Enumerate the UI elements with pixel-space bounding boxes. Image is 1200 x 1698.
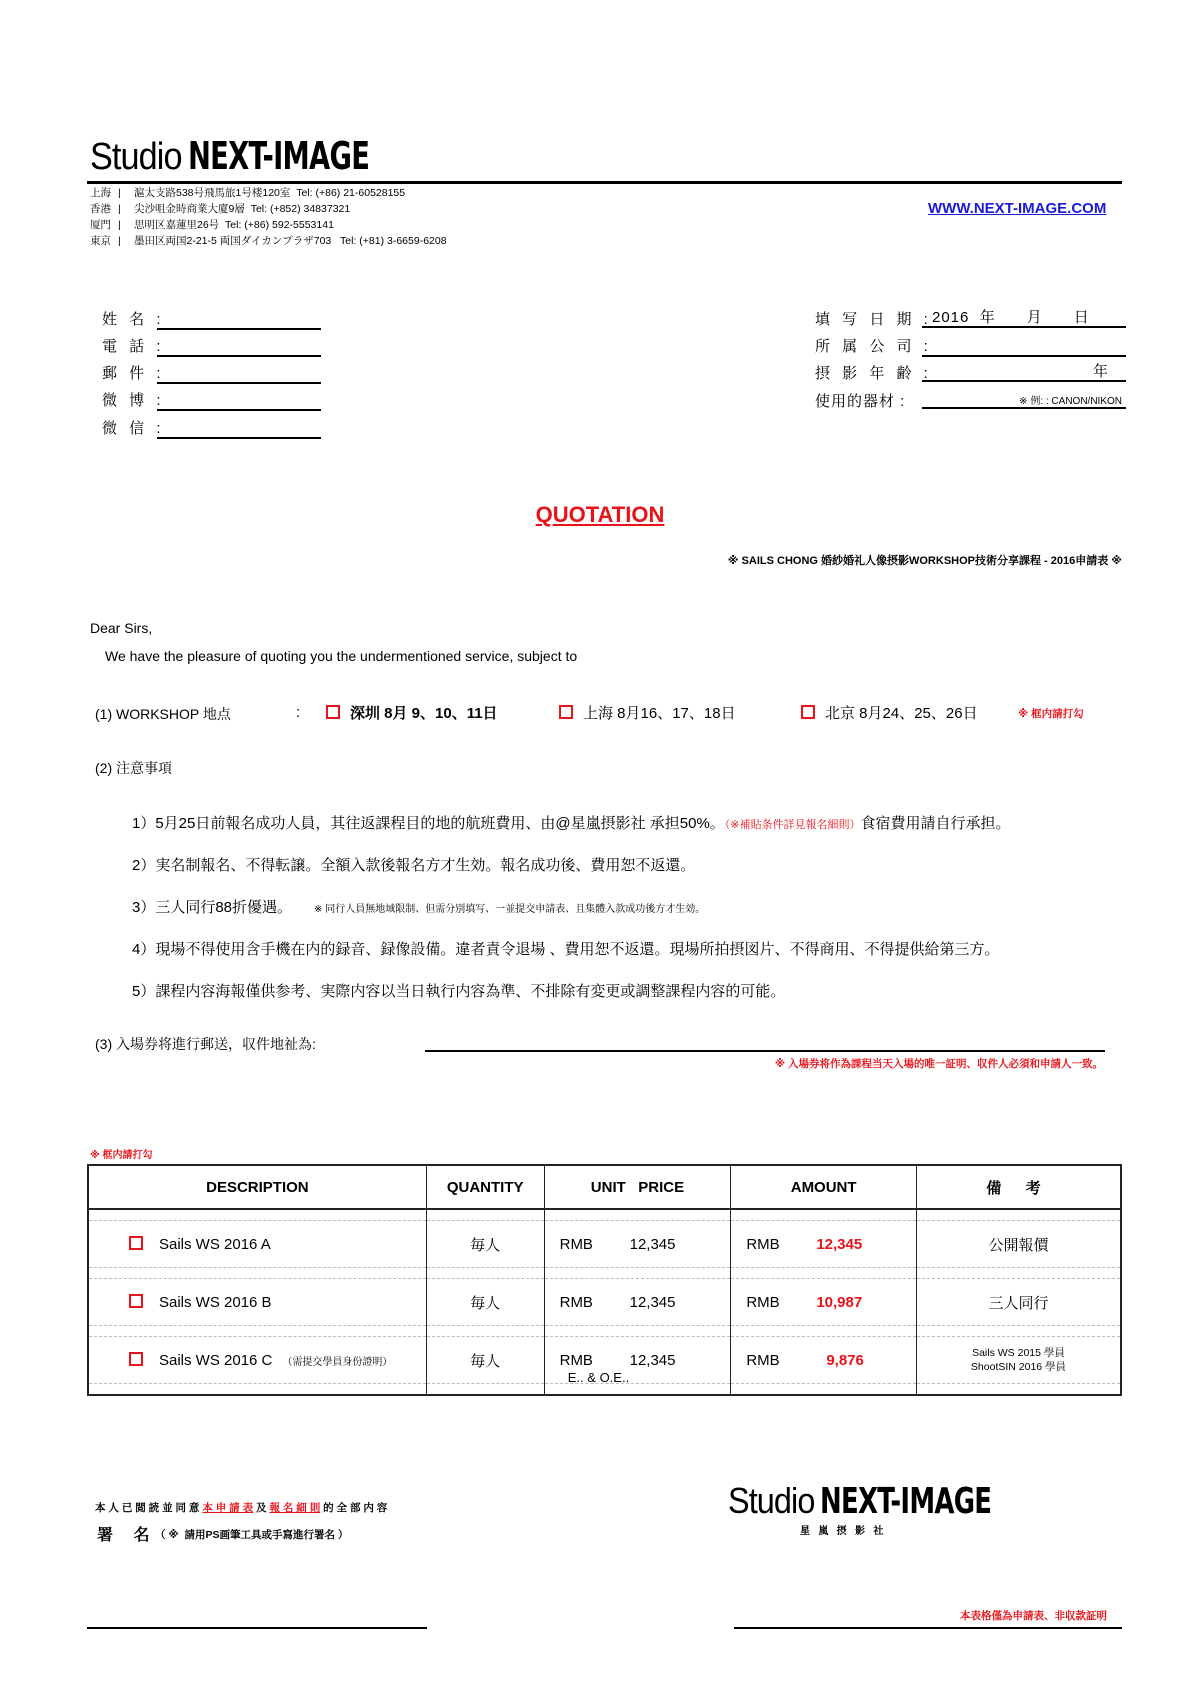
office-address: 思明区嘉蓮里26号: [134, 219, 220, 231]
office-row: [90, 217, 447, 233]
location-option-label: 深圳 8月 9、10、11日: [350, 705, 498, 722]
section2-label: (2) 注意事項: [95, 760, 172, 776]
office-city: 厦門: [90, 219, 111, 231]
table-spacer: [88, 1326, 1121, 1337]
office-sep: |: [118, 203, 121, 215]
location-option-shenzhen[interactable]: [326, 702, 498, 723]
photo-years-label: 摂 影 年 齢 :: [815, 365, 932, 382]
quotation-title: QUOTATION: [535, 502, 665, 527]
currency: RMB: [559, 1293, 593, 1311]
name-label: 姓 名 :: [102, 311, 165, 328]
disclaimer-note: 本表格僅為申請表、非収款証明: [960, 1610, 1107, 1622]
header-divider: [87, 181, 1122, 184]
date-label: 填 写 日 期 :: [815, 311, 932, 328]
col-quantity: QUANTITY: [426, 1165, 544, 1209]
signature-label: 署 名: [97, 1527, 158, 1544]
logo-text-next-image: NEXT-IMAGE: [820, 1481, 992, 1522]
office-city: 東京: [90, 235, 111, 247]
notice-item-5: 5）課程内容海報僅供参考、実際内容以当日執行内容為準、不排除有変更或調整課程内容的可能。: [132, 983, 786, 1000]
row-description: [88, 1221, 426, 1268]
equipment-label: 使用的器材 :: [815, 393, 906, 410]
currency: RMB: [559, 1351, 593, 1369]
notice-item-2: 2）実名制報名、不得転譲。全額入款後報名方才生効。報名成功後、費用恕不返還。: [132, 857, 696, 874]
checkbox-icon[interactable]: [559, 705, 573, 719]
website-link[interactable]: WWW.NEXT-IMAGE.COM: [928, 200, 1107, 217]
col-remarks: 備 考: [916, 1165, 1121, 1209]
office-city: 香港: [90, 203, 111, 215]
row-unit-price: [544, 1279, 731, 1326]
location-option-shanghai[interactable]: [559, 702, 736, 723]
logo-text-next-image: NEXT-IMAGE: [187, 134, 369, 178]
office-addresses: [90, 185, 447, 249]
description-text: Sails WS 2016 B: [159, 1293, 272, 1311]
row-description: [88, 1279, 426, 1326]
row-quantity: 毎人: [426, 1279, 544, 1326]
office-tel: Tel: (+852) 34837321: [250, 203, 351, 215]
phone-label: 電 話 :: [102, 338, 165, 355]
remark-line: ShootSIN 2016 學員: [970, 1361, 1067, 1373]
table-header-row: [88, 1165, 1121, 1209]
notice-text: 食宿費用請自行承担。: [860, 815, 1011, 832]
company-field[interactable]: [922, 333, 1126, 357]
checkbox-icon[interactable]: [129, 1294, 143, 1308]
notice-red-note: （※補貼条件詳見報名細則）: [724, 819, 861, 831]
section3-label: (3) 入場券将進行郵送，収件地祉為:: [95, 1036, 316, 1052]
equipment-field[interactable]: ※ 例: : CANON/NIKON: [922, 387, 1126, 409]
currency: RMB: [746, 1351, 780, 1369]
currency: RMB: [746, 1235, 780, 1253]
row-amount: [731, 1221, 917, 1268]
price-value: 12,345: [629, 1351, 676, 1369]
application-form-link[interactable]: 本 申 請 表: [202, 1502, 254, 1514]
office-address: 尖沙咀金時商業大廈9層: [134, 203, 245, 215]
logo-text-studio: Studio: [90, 136, 182, 178]
footer-logo: [728, 1480, 1058, 1522]
row-quantity: 毎人: [426, 1221, 544, 1268]
office-row: [90, 201, 447, 217]
office-sep: |: [118, 187, 121, 199]
agreement-text: 本 人 已 閲 読 並 同 意: [95, 1502, 203, 1514]
table-row: [88, 1279, 1121, 1326]
office-tel: Tel: (+86) 21-60528155: [296, 187, 406, 199]
location-option-label: 上海 8月16、17、18日: [583, 705, 736, 722]
photo-years-field[interactable]: 年: [922, 360, 1126, 382]
signature-line[interactable]: [87, 1627, 427, 1629]
notice-text: 1）5月25日前報名成功人員，其往返課程目的地的航班費用、由@星嵐摂影社 承担50%。: [132, 815, 725, 832]
shipping-address-field[interactable]: [425, 1028, 1105, 1052]
wechat-label: 微 信 :: [102, 420, 165, 437]
description-text: Sails WS 2016 C: [159, 1351, 273, 1369]
errors-omissions-note: [0, 1370, 1200, 1385]
location-option-beijing[interactable]: [801, 702, 978, 723]
description-text: Sails WS 2016 A: [159, 1235, 271, 1253]
remark-line: Sails WS 2015 學員: [972, 1347, 1065, 1359]
description-note: （需提交學員身份證明）: [282, 1356, 393, 1368]
table-spacer: [88, 1209, 1121, 1221]
quotation-subtitle: ※ SAILS CHONG 婚紗婚礼人像摂影WORKSHOP技術分享課程 - 2016申請表 ※: [727, 555, 1122, 567]
amount-value: 10,987: [816, 1293, 863, 1311]
row-remark: 三人同行: [916, 1279, 1121, 1326]
name-field[interactable]: [157, 306, 321, 330]
section1-colon: :: [296, 704, 301, 721]
weibo-field[interactable]: [157, 387, 321, 411]
row-remark: 公開報價: [916, 1221, 1121, 1268]
checkbox-instruction: ※ 框内請打勾: [1018, 708, 1084, 720]
office-tel: Tel: (+86) 592-5553141: [225, 219, 334, 231]
phone-field[interactable]: [157, 333, 321, 357]
row-unit-price: [544, 1221, 731, 1268]
row-amount: [731, 1279, 917, 1326]
date-field[interactable]: 2016 年 月 日: [922, 306, 1126, 328]
checkbox-icon[interactable]: [129, 1352, 143, 1366]
office-address: 滬太支路538号飛馬旅1号楼120室: [134, 187, 291, 199]
amount-value: 9,876: [826, 1351, 864, 1369]
amount-value: 12,345: [816, 1235, 863, 1253]
eoe-text: E.. & O.E..: [567, 1370, 630, 1385]
company-logo: [90, 134, 439, 178]
quotation-table: [87, 1164, 1122, 1396]
office-tel: Tel: (+81) 3-6659-6208: [340, 235, 447, 247]
office-city: 上海: [90, 187, 111, 199]
notice-item-3: [132, 896, 705, 917]
price-value: 12,345: [629, 1235, 676, 1253]
office-address: 墨田区両国2-21-5 両国ダイカンプラザ703: [134, 235, 332, 247]
agreement-statement: [95, 1500, 387, 1515]
col-amount: AMOUNT: [731, 1165, 917, 1209]
location-option-label: 北京 8月24、25、26日: [825, 705, 978, 722]
agreement-text: 及: [253, 1502, 270, 1514]
section1-label: (1) WORKSHOP 地点: [95, 706, 231, 722]
signature-instruction: （ ※ 請用PS画筆工具或手寫進行署名 ）: [155, 1529, 349, 1541]
shipping-note: ※ 入場券将作為課程当天入場的唯一証明、収件人必須和申請人一致。: [774, 1058, 1103, 1070]
registration-rules-link[interactable]: 報 名 細 則: [269, 1502, 321, 1514]
currency: RMB: [559, 1235, 593, 1253]
col-description: DESCRIPTION: [88, 1165, 426, 1209]
table-row: [88, 1221, 1121, 1268]
office-row: [90, 233, 447, 249]
logo-text-studio: Studio: [728, 1480, 815, 1521]
greeting: Dear Sirs,: [90, 620, 153, 636]
price-value: 12,345: [629, 1293, 676, 1311]
company-label: 所 属 公 司 :: [815, 338, 932, 355]
notice-text: 3）三人同行88折優遇。: [132, 899, 293, 916]
weibo-label: 微 博 :: [102, 392, 165, 409]
currency: RMB: [746, 1293, 780, 1311]
checkbox-icon[interactable]: [129, 1236, 143, 1250]
notice-item-4: 4）現場不得使用含手機在内的録音、録像設備。違者責令退場 、費用恕不返還。現場所拍摂図片、不得商用、不得提供給第三方。: [132, 941, 1000, 958]
col-unit-price: UNIT PRICE: [544, 1165, 731, 1209]
stamp-line: [734, 1627, 1122, 1629]
agreement-text: 的 全 部 内 容: [320, 1502, 388, 1514]
notice-item-1: [132, 812, 1011, 833]
table-spacer: [88, 1268, 1121, 1279]
row-quantity: 毎人: [426, 1337, 544, 1384]
table-checkbox-instruction: ※ 框内請打勾: [90, 1150, 153, 1161]
checkbox-icon[interactable]: [326, 705, 340, 719]
notice-small-note: ※ 同行人員無地域限制、但需分別填写、一並提交申請表、且集體入款成功後方才生効。: [314, 904, 706, 915]
wechat-field[interactable]: [157, 415, 321, 439]
office-sep: |: [118, 219, 121, 231]
email-field[interactable]: [157, 360, 321, 384]
checkbox-icon[interactable]: [801, 705, 815, 719]
intro-text: We have the pleasure of quoting you the undermentioned service, subject to: [105, 648, 578, 664]
office-row: [90, 185, 447, 201]
table-spacer: [88, 1384, 1121, 1396]
office-sep: |: [118, 235, 121, 247]
footer-logo-subtitle: 星 嵐 摂 影 社: [800, 1526, 884, 1537]
email-label: 郵 件 :: [102, 365, 165, 382]
